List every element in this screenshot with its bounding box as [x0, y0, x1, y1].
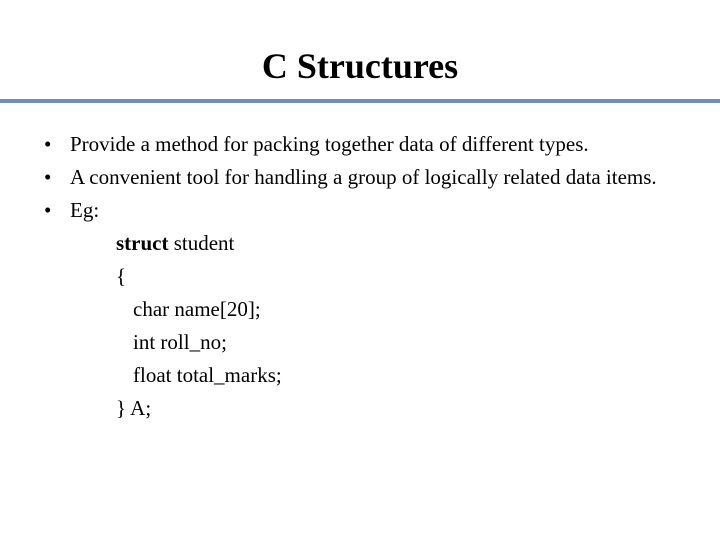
code-struct-declaration — [0, 227, 720, 260]
code-keyword: struct — [116, 231, 169, 255]
code-member: int roll_no; — [133, 330, 227, 354]
title-divider — [0, 99, 720, 103]
slide-title: C Structures — [261, 46, 459, 86]
code-member: float total_marks; — [133, 363, 282, 387]
code-open-brace: { — [116, 264, 127, 288]
code-close-brace: } A; — [116, 396, 152, 420]
bullet-text: Provide a method for packing together data of different types. — [70, 132, 589, 156]
bullet-item — [0, 161, 720, 194]
code-struct-name: student — [168, 231, 235, 255]
bullet-marker: • — [44, 198, 52, 222]
code-member: char name[20]; — [133, 297, 261, 321]
slide-body — [0, 128, 720, 425]
bullet-marker: • — [44, 132, 52, 156]
bullet-item — [0, 128, 720, 161]
bullet-marker: • — [44, 165, 52, 189]
bullet-item — [0, 194, 720, 227]
bullet-text: Eg: — [70, 198, 100, 222]
bullet-text: A convenient tool for handling a group of logically related data items. — [70, 165, 657, 189]
